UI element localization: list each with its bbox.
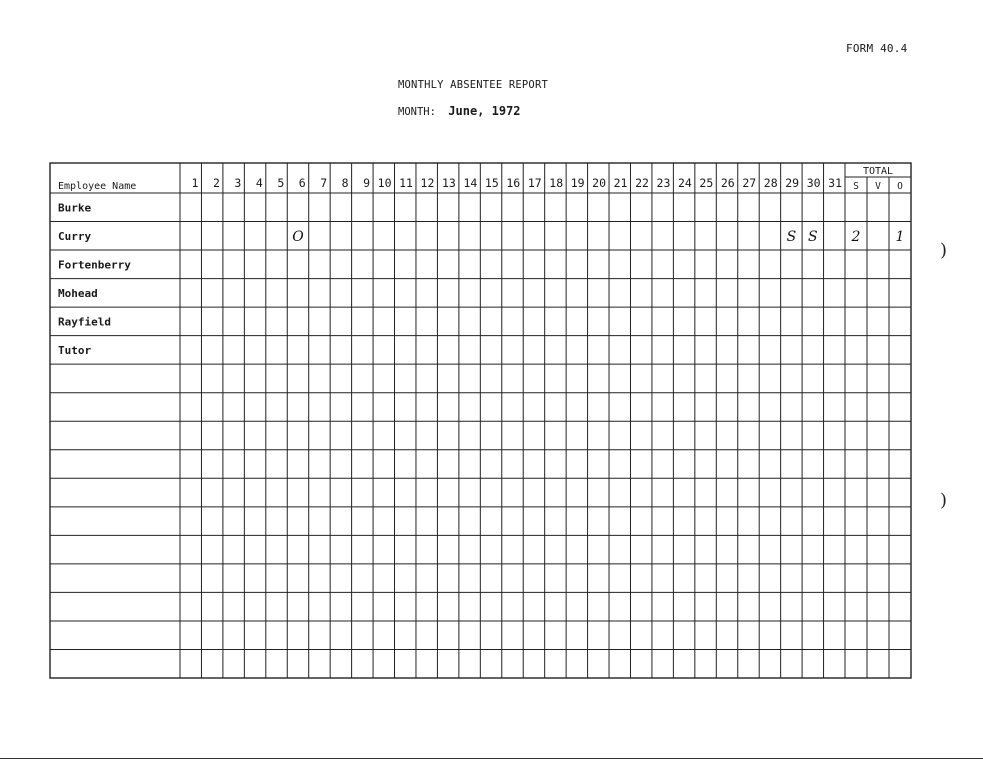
employee-name: Burke xyxy=(58,201,92,215)
total-subheader: S xyxy=(853,181,859,192)
handwritten-mark: S xyxy=(786,228,797,245)
day-header: 12 xyxy=(420,176,435,190)
day-header: 8 xyxy=(341,176,349,190)
day-header: 4 xyxy=(255,176,263,190)
day-header: 26 xyxy=(720,176,735,190)
report-title: MONTHLY ABSENTEE REPORT xyxy=(398,79,548,91)
day-header: 15 xyxy=(484,176,499,190)
binder-hole-mark: ) xyxy=(940,490,948,511)
day-header: 30 xyxy=(806,176,821,190)
total-header: TOTAL xyxy=(862,166,894,177)
day-header: 28 xyxy=(763,176,778,190)
handwritten-mark: 2 xyxy=(851,228,861,245)
page-edge xyxy=(0,758,983,759)
day-header: 10 xyxy=(377,176,392,190)
day-header: 3 xyxy=(234,176,242,190)
total-subheader: O xyxy=(897,181,903,192)
day-header: 6 xyxy=(298,176,306,190)
day-header: 9 xyxy=(363,176,371,190)
binder-hole-mark: ) xyxy=(940,240,948,261)
day-header: 19 xyxy=(570,176,585,190)
employee-name: Fortenberry xyxy=(58,258,131,272)
handwritten-mark: 1 xyxy=(895,228,905,245)
day-header: 23 xyxy=(656,176,671,190)
day-header: 14 xyxy=(463,176,478,190)
day-header: 7 xyxy=(320,176,328,190)
day-header: 16 xyxy=(506,176,521,190)
day-header: 11 xyxy=(399,176,413,190)
handwritten-mark: O xyxy=(292,228,304,245)
employee-name: Curry xyxy=(58,229,92,243)
month-value: June, 1972 xyxy=(448,104,521,118)
day-header: 1 xyxy=(191,176,199,190)
day-header: 17 xyxy=(527,176,542,190)
day-header: 27 xyxy=(742,176,757,190)
form-number: FORM 40.4 xyxy=(846,42,908,55)
employee-name-header: Employee Name xyxy=(58,181,137,192)
month-label: MONTH: xyxy=(398,106,436,118)
day-header: 21 xyxy=(613,176,628,190)
employee-name: Tutor xyxy=(58,343,92,357)
day-header: 20 xyxy=(592,176,607,190)
day-header: 2 xyxy=(212,176,220,190)
day-header: 25 xyxy=(699,176,714,190)
day-header: 29 xyxy=(785,176,800,190)
employee-name: Rayfield xyxy=(58,315,111,329)
employee-name: Mohead xyxy=(58,286,98,300)
day-header: 22 xyxy=(635,176,649,190)
day-header: 18 xyxy=(549,176,564,190)
total-subheader: V xyxy=(875,181,881,192)
day-header: 13 xyxy=(442,176,456,190)
day-header: 5 xyxy=(277,176,285,190)
handwritten-mark: S xyxy=(808,228,818,245)
day-header: 24 xyxy=(677,176,692,190)
day-header: 31 xyxy=(828,176,842,190)
